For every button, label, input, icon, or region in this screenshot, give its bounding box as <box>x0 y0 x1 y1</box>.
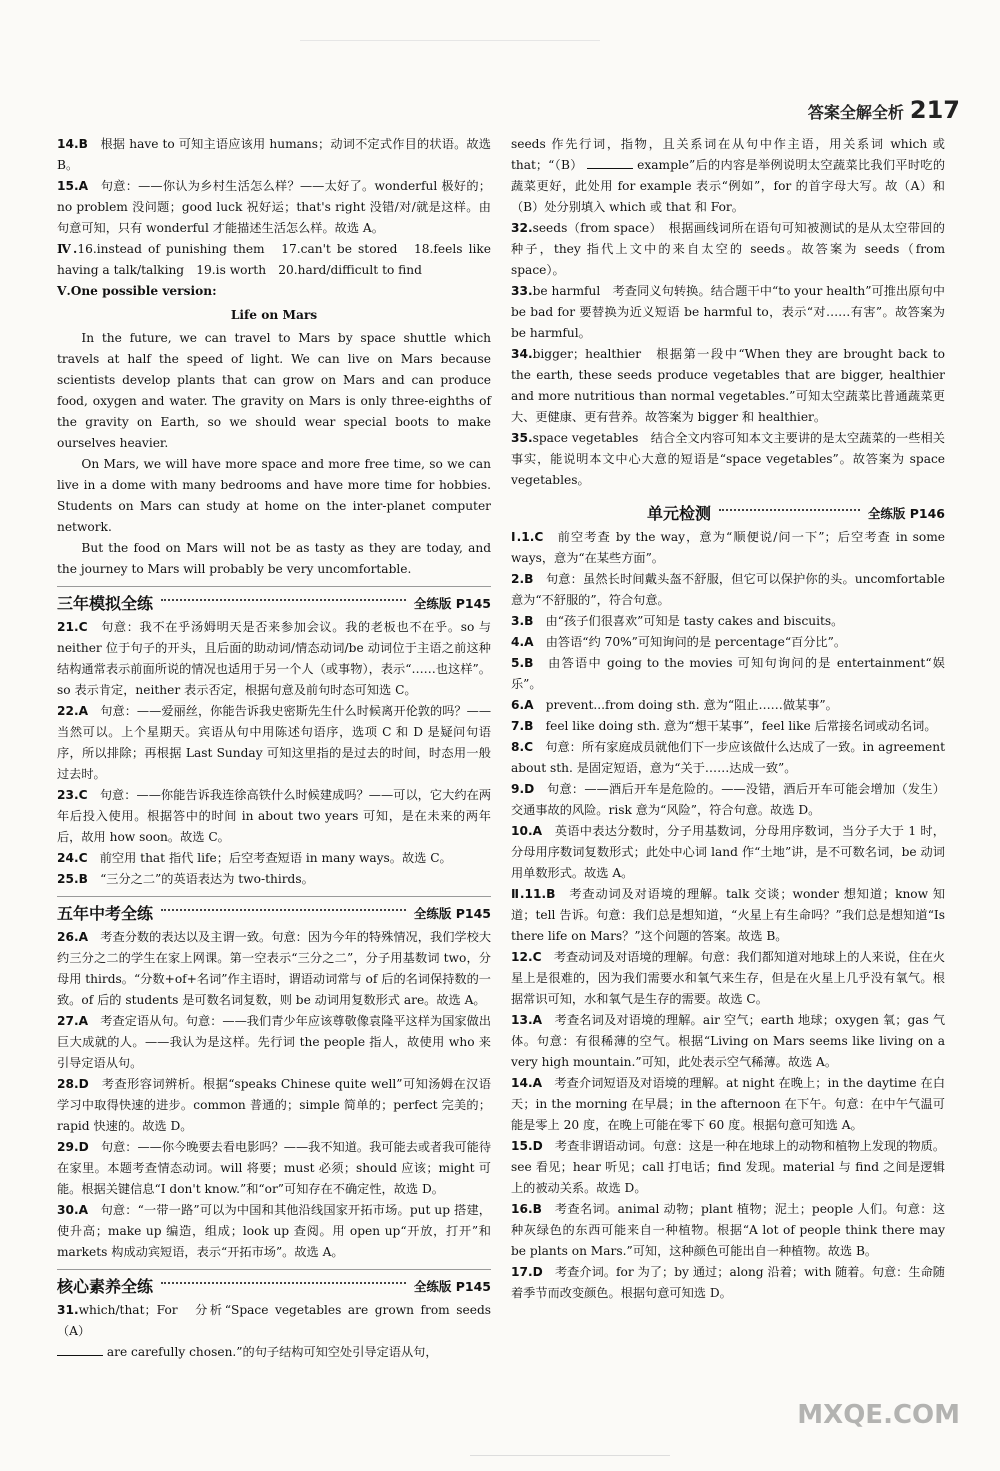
right-column <box>511 134 945 1304</box>
bottom-rule <box>470 1455 670 1456</box>
answer-item: 14.A 考查介词短语及对语境的理解。at night 在晚上；in the daytime 在白天；in the morning 在早晨；in the afternoon 在下午。句意：在中午气温可能是零上 20 度，在晚上可能在零下 60 度。根据句意可知选 A。 <box>511 1076 946 1132</box>
answer-item: 27.A 考查定语从句。句意：——我们青少年应该尊敬像袁隆平这样为国家做出巨大成就的人。——我认为是这样。先行词 the people 指人，故使用 who 来引导定语从句。 <box>57 1014 492 1070</box>
answer-item: 7.B feel like doing sth. 意为“想干某事”，feel like 后常接名词或动名词。 <box>511 719 937 733</box>
answer-item: 26.A 考查分数的表达以及主谓一致。句意：因为今年的特殊情况，我们学校大约三分之二的学生在家上网课。第一空表示“三分之二”，分子用基数词 two，分母用 thirds。“分数+of+名词”作主语时，谓语动词常与 of 后的名词保持数的一致。of 后的 students 是可数名词复数，则 be 动词用复数形式 are。故选 A。 <box>57 930 492 1007</box>
answer-item: 28.D 考查形容词辨析。根据“speaks Chinese quite well”可知汤姆在汉语学习中取得快速的进步。common 普通的；simple 简单的；perfect 完美的；rapid 快速的。故选 D。 <box>57 1077 491 1133</box>
page-header <box>808 96 960 124</box>
blank-line <box>587 157 633 169</box>
answer-item: 10.A 英语中表达分数时，分子用基数词，分母用序数词，当分子大于 1 时，分母用序数词复数形式；此处中心词 land 作“土地”讲，是不可数名词，be 动词用单数形式。故选 A。 <box>511 824 945 880</box>
answer-item: 30.A 句意：“一带一路”可以为中国和其他沿线国家开拓市场。put up 搭建，使升高；make up 编造，组成；look up 查阅。用 open up“开放，打开”和 markets 构成动宾短语，表示“开拓市场”。故选 A。 <box>57 1203 491 1259</box>
section-header-core: 核心素养全练 全练版 P145 <box>57 1269 491 1297</box>
answer-item: 4.A 由答语“约 70%”可知询问的是 percentage“百分比”。 <box>511 635 847 649</box>
section-header-three-year: 三年模拟全练 全练版 P145 <box>57 586 491 614</box>
answer-item: 24.C 前空用 that 指代 life；后空考查短语 in many ways。故选 C。 <box>57 851 452 865</box>
answer-item-cont: are carefully chosen.”的句子结构可知空处引导定语从句， <box>57 1342 491 1363</box>
top-rule <box>300 40 600 41</box>
answer-item: 25.B “三分之二”的英语表达为 two-thirds。 <box>57 872 314 886</box>
answer-item: 35.space vegetables 结合全文内容可知本文主要讲的是太空蔬菜的一些相关事实，能说明本文中心大意的短语是“space vegetables”。故答案为 space vegetables。 <box>511 431 945 487</box>
answer-item: Ⅰ.1.C 前空考查 by the way，意为“顺便说/问一下”；后空考查 in some ways，意为“在某些方面”。 <box>511 530 946 565</box>
essay-paragraph: But the food on Mars will not be as tasty as they are today, and the journey to Mars will probably be very uncomfortable. <box>57 541 491 576</box>
answer-item: 6.A prevent...from doing sth. 意为“阻止……做某事”。 <box>511 698 838 712</box>
essay-title: Life on Mars <box>230 308 318 322</box>
section-header-unit-test: 单元检测 全练版 P146 <box>647 504 945 523</box>
answer-item: 15.A 句意：——你认为乡村生活怎么样？——太好了。wonderful 极好的；no problem 没问题；good luck 祝好运；that's right 没错/对/就是这样。由句意可知，只有 wonderful 才能描述生活怎么样。故选 A。 <box>57 179 491 235</box>
answer-item: 5.B 由答语中 going to the movies 可知句询问的是 entertainment“娱乐”。 <box>511 656 945 691</box>
header-title: 答案全解全析 <box>807 103 904 122</box>
answer-item: 22.A 句意：——爱丽丝，你能告诉我史密斯先生什么时候离开伦敦的吗？——当然可以。上个星期天。宾语从句中用陈述句语序，选项 C 和 D 是疑问句语序，所以排除；再根据 Last Sunday 可知这里指的是过去的时间，时态用一般过去时。 <box>57 704 492 781</box>
answer-item: 16.B 考查名词。animal 动物；plant 植物；泥土；people 人们。句意：这种灰绿色的东西可能来自一种植物。根据“A lot of people think there may be plants on Mars.”可知，这种颜色可能出自一种植物。故选 B。 <box>511 1202 946 1258</box>
answer-item: 23.C 句意：——你能告诉我连徐高铁什么时候建成吗？——可以，它大约在两年后投入使用。根据答中的时间 in about two years 可知，是在未来的两年后，故用 how soon。故选 C。 <box>57 788 492 844</box>
answer-continuation: seeds 作先行词，指物，且关系词在从句中作主语，用关系词 which 或 that；“（B） example”后的内容是举例说明太空蔬菜比我们平时吃的蔬菜更好，此处用 for example 表示“例如”，for 的首字母大写。故（A）和（B）处分别填入 which 或 that 和 For。 <box>511 137 946 214</box>
answer-item: 2.B 句意：虽然长时间戴头盔不舒服，但它可以保护你的头。uncomfortable 意为“不舒服的”，符合句意。 <box>511 572 946 607</box>
answer-item: 14.B 根据 have to 可知主语应该用 humans；动词不定式作目的状语。故选 B。 <box>57 137 491 172</box>
answer-item: 3.B 由“孩子们很喜欢”可知是 tasty cakes and biscuits。 <box>511 614 844 628</box>
site-watermark: MXQE.COM <box>797 1400 960 1430</box>
section-v: Ⅴ.One possible version: <box>57 284 217 298</box>
section-iv: Ⅳ.16.instead of punishing them 17.can't be stored 18.feels like having a talk/talking 19.is worth 20.hard/difficult to find <box>57 242 492 277</box>
answer-item: 8.C 句意：所有家庭成员就他们下一步应该做什么达成了一致。in agreement about sth. 是固定短语，意为“关于……达成一致”。 <box>511 740 945 775</box>
essay-paragraph: In the future, we can travel to Mars by space shuttle which travels at half the speed of light. We can live on Mars because scientists develop plants that can grow on Mars and can produce food, oxygen and water. The gravity on Mars is only three-eighths of the gravity on Earth, so we should wear special boots to make ourselves heavier. <box>57 331 491 450</box>
left-column <box>57 134 491 1363</box>
answer-item: 33.be harmful 考查同义句转换。结合题干中“to your health”可推出原句中 be bad for 要替换为近义短语 be harmful to，表示“对……有害”。故答案为 be harmful。 <box>511 284 945 340</box>
section-header-five-year: 五年中考全练 全练版 P145 <box>57 896 491 924</box>
page-number: 217 <box>909 96 960 124</box>
answer-item: 21.C 句意：我不在乎汤姆明天是否来参加会议。我的老板也不在乎。so 与 neither 位于句子的开头，且后面的助动词/情态动词/be 动词位于主语之前这种结构通常表示前面所说的情况也适用于另一个人（或事物），表示“……也这样”。so 表示肯定，neither 表示否定，根据句意及前句时态可知选 C。 <box>57 620 492 697</box>
answer-item: 9.D 句意：——酒后开车是危险的。——没错，酒后开车可能会增加（发生）交通事故的风险。risk 意为“风险”，符合句意。故选 D。 <box>511 782 946 817</box>
answer-item: 32.seeds（from space） 根据画线词所在语句可知被测试的是从太空带回的种子，they 指代上文中的来自太空的 seeds。故答案为 seeds（from space）。 <box>511 221 945 277</box>
answer-item: 12.C 考查动词及对语境的理解。句意：我们都知道对地球上的人来说，住在火星上是很难的，因为我们需要水和氧气来生存，但是在火星上几乎没有氧气。根据常识可知，水和氧气是生存的需要。故选 C。 <box>511 950 946 1006</box>
answer-item: 17.D 考查介词。for 为了；by 通过；along 沿着；with 随着。句意：生命随着季节而改变颜色。根据句意可知选 D。 <box>511 1265 945 1300</box>
answer-item: 29.D 句意：——你今晚要去看电影吗？——我不知道。我可能去或者我可能待在家里。本题考查情态动词。will 将要；must 必须；should 应该；might 可能。根据关键信息“I don't know.”和“or”可知存在不确定性，故选 D。 <box>57 1140 492 1196</box>
essay-paragraph: On Mars, we will have more space and more free time, so we can live in a dome with many bedrooms and have more time for hobbies. Students on Mars can study at home on the inter-planet computer network. <box>57 457 491 534</box>
answer-item: 34.bigger；healthier 根据第一段中“When they are brought back to the earth, these seeds produce vegetables that are bigger, healthier and more nutritious than normal vegetables.”可知太空蔬菜比普通蔬菜更大、更健康、更有营养。故答案为 bigger 和 healthier。 <box>511 347 945 424</box>
answer-item: 15.D 考查非谓语动词。句意：这是一种在地球上的动物和植物上发现的物质。see 看见；hear 听见；call 打电话；find 发现。material 与 find 之间是逻辑上的被动关系。故选 D。 <box>511 1139 946 1195</box>
answer-item: 13.A 考查名词及对语境的理解。air 空气；earth 地球；oxygen 氧；gas 气体。句意：有很稀薄的空气。根据“Living on Mars seems like living on a very high mountain.”可知，此处表示空气稀薄。故选 A。 <box>511 1013 946 1069</box>
answer-item: 31.which/that；For 分析“Space vegetables are grown from seeds（A） <box>57 1303 491 1338</box>
answer-item: Ⅱ.11.B 考查动词及对语境的理解。talk 交谈；wonder 想知道；know 知道；tell 告诉。句意：我们总是想知道，“火星上有生命吗？”我们总是想知道“Is there life on Mars？”这个问题的答案。故选 B。 <box>511 887 946 943</box>
blank-line <box>57 1344 103 1356</box>
